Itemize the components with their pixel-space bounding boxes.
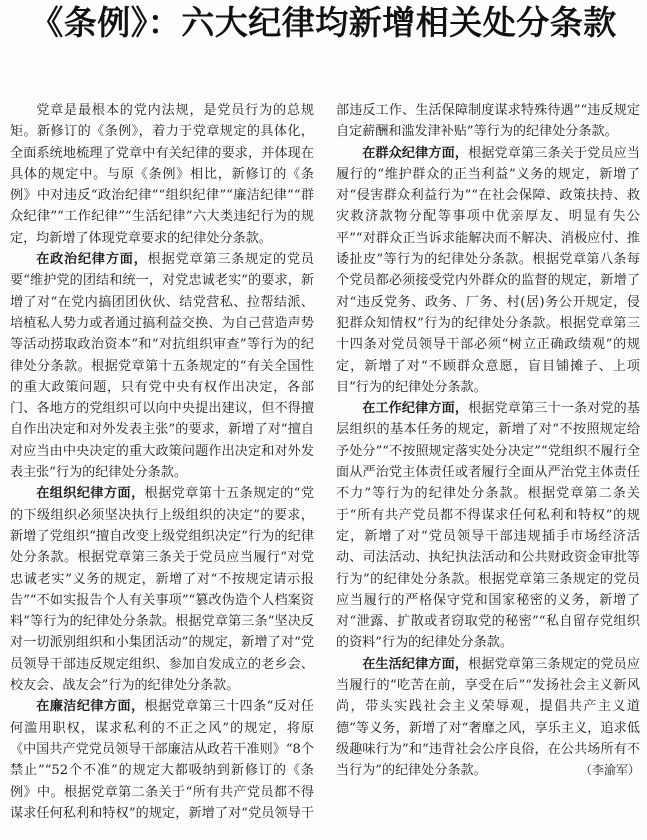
paragraph-text: 根据党章第三条规定的党员应当履行的“吃苦在前，享受在后”“发扬社会主义新风尚，带头实践社会主义荣辱观，提倡共产主义道德”等义务，新增了对“奢靡之风，享乐主义，追求低级趣味行为”和“违背社会公序良俗，在公共场所有不当行为”的纪律处分条款。: [336, 656, 641, 779]
paragraph-lead: 在生活纪律方面，: [362, 656, 469, 672]
paragraph-text: 根据党章第三条关于党员应当履行的“维护群众的正当利益”义务的规定，新增了对“侵害群众利益行为”“在社会保障、政策扶持、救灾救济款物分配等事项中优亲厚友、明显有失公平”“对群众正当诉求能解决而不解决、消极应付、推诿扯皮”等行为的纪律处分条款。根据党章第八条每个党员都必须接受党内外群众的监督的规定，新增了对“违反党务、政务、厂务、村(居)务公开规定，侵犯群众知情权”行为的纪律处分条款。根据党章第三十四条对党员领导干部必须“树立正确政绩观”的规定，新增了对“不顾群众意愿，盲目铺摊子、上项目”行为的纪律处分条款。: [336, 145, 641, 395]
paragraph-text: 根据党章第十五条规定的“党的下级组织必须坚决执行上级组织的决定”的要求，新增了党组织“擅自改变上级党组织决定”行为的纪律处分条款。根据党章第三条关于党员应当履行“对党忠诚老实”义务的规定，新增了对“不按规定请示报告”“不如实报告个人有关事项”“篡改伪造个人档案资料”等行为的纪律处分条款。根据党章第三条“坚决反对一切派别组织和小集团活动”的规定，新增了对“党员领导干部违反规定组织、参加自发成立的老乡会、校友会、战友会”行为的纪律处分条款。: [10, 486, 314, 694]
paragraph-lead: 在政治纪律方面，: [36, 252, 148, 268]
paragraph-lead: 在廉洁纪律方面，: [36, 699, 145, 715]
paragraph-text: 根据党章第三十一条对党的基层组织的基本任务的规定，新增了对“不按照规定给予处分”“不按照规定落实处分决定”“党组织不履行全面从严治党主体责任或者履行全面从严治党主体责任不力”等行为的纪律处分条款。根据党章第二条关于“所有共产党员都不得谋求任何私利和特权”的规定，新增了对“党员领导干部违规插手市场经济活动、司法活动、执纪执法活动和公共财政资金审批等行为”的纪律处分条款。根据党章第三条规定的党员应当履行的严格保守党和国家秘密的义务，新增了对“泄露、扩散或者窃取党的秘密”“私自留存党组织的资料”行为的纪律处分条款。: [336, 401, 641, 651]
paragraph-political-discipline: [10, 249, 314, 483]
author-byline: （李渝军）: [579, 763, 640, 778]
paragraph-lead: 在群众纪律方面，: [362, 145, 469, 161]
paragraph-life-discipline: [336, 654, 640, 782]
headline: 《条例》：六大纪律均新增相关处分条款: [30, 3, 617, 42]
article-body: [10, 100, 640, 838]
paragraph-lead: 在组织纪律方面，: [36, 486, 145, 502]
paragraph-work-discipline: [336, 398, 640, 654]
paragraph-lead: 在工作纪律方面，: [362, 401, 469, 417]
paragraph-mass-discipline: [336, 143, 640, 399]
paragraph-organizational-discipline: [10, 483, 314, 696]
paragraph-text: 根据党章第三十四条“反对任何滥用职权，谋求私利的不正之风”的规定，将原《中国共产党党员领导干部廉洁从政若干准则》“8个禁止”“52个不准”的规定大都吸纳到新修订的《条例》中。根据党章第二条关于“所有共产党员都不得谋求任何私利和特权”的规定，新增了对“党员领导干部违反工作、生活保障制度谋求特殊待遇”“违反规定自定薪酬和滥发津补贴”等行为的纪律处分条款。: [10, 103, 640, 821]
paragraph-intro: [10, 100, 314, 249]
paragraph-text: 根据党章第三条规定的党员要“维护党的团结和统一，对党忠诚老实”的要求，新增了对“在党内搞团团伙伙、结党营私、拉帮结派、培植私人势力或者通过搞利益交换、为自己营造声势等活动捞取政治资本”和“对抗组织审查”等行为的纪律处分条款。根据党章第十五条规定的“有关全国性的重大政策问题，只有党中央有权作出决定，各部门、各地方的党组织可以向中央提出建议，但不得擅自作出决定和对外发表主张”的要求，新增了对“擅自对应当由中央决定的重大政策问题作出决定和对外发表主张”行为的纪律处分条款。: [10, 252, 315, 481]
paragraph-text: 党章是最根本的党内法规，是党员行为的总规矩。新修订的《条例》，着力于党章规定的具体化，全面系统地梳理了党章中有关纪律的要求，并体现在具体的规定中。与原《条例》相比，新修订的《条例》中对违反“政治纪律”“组织纪律”“廉洁纪律”“群众纪律”“工作纪律”“生活纪律”六大类违纪行为的规定，均新增了体现党章要求的纪律处分条款。: [10, 103, 314, 246]
